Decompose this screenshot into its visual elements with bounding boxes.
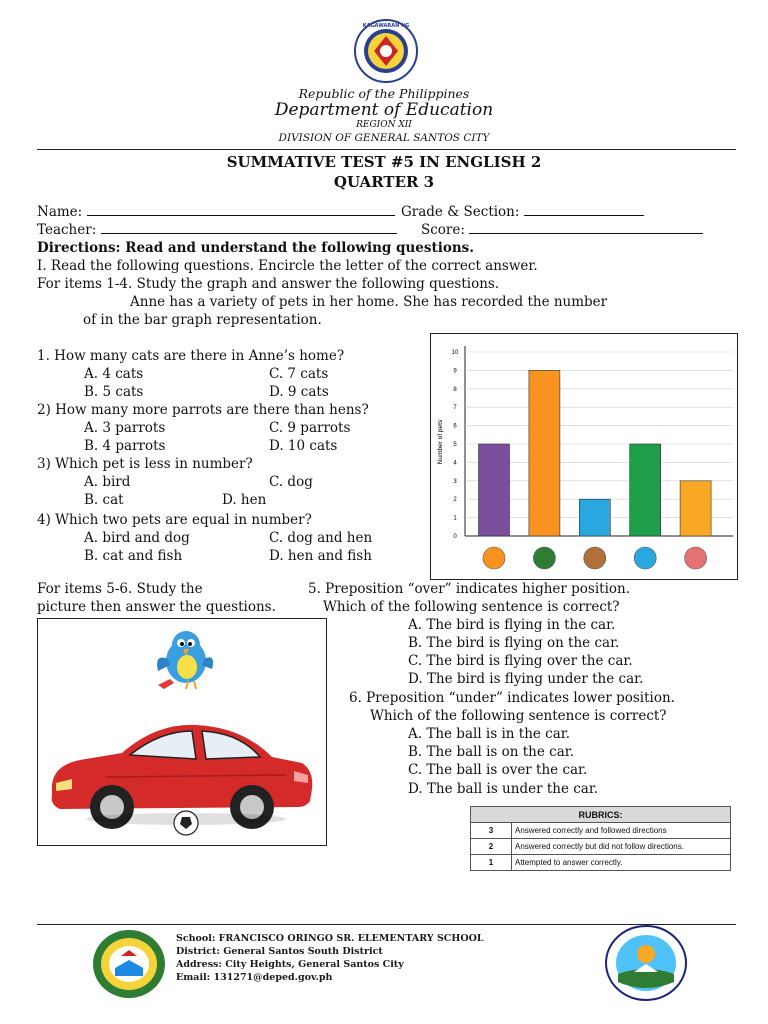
bird-icon	[150, 623, 220, 695]
chart-ytick-label: 8	[453, 386, 457, 393]
story-line-2: of in the bar graph representation.	[83, 312, 322, 328]
rubric-score: 1	[471, 855, 512, 871]
deped-seal-icon	[353, 18, 419, 84]
rubric-score: 2	[471, 839, 512, 855]
score-label: Score:	[421, 222, 465, 238]
footer-school-value: FRANCISCO ORINGO SR. ELEMENTARY SCHOOL	[218, 933, 484, 944]
q6-line1: 6. Preposition “under” indicates lower position.	[349, 690, 675, 706]
q6-option-d[interactable]: D. The ball is under the car.	[408, 781, 599, 797]
chart-ytick-label: 6	[453, 423, 457, 430]
teacher-field	[37, 221, 397, 239]
q5-option-d[interactable]: D. The bird is flying under the car.	[408, 671, 644, 687]
rubrics-table	[470, 806, 731, 871]
q2-option-c[interactable]: C. 9 parrots	[269, 420, 351, 436]
chart-bar-parrot	[529, 370, 560, 536]
q5-line2: Which of the following sentence is correct?	[323, 599, 620, 615]
footer-school	[176, 933, 484, 946]
q3-option-d[interactable]: D. hen	[222, 492, 267, 508]
teacher-blank[interactable]	[101, 221, 397, 234]
rubric-row	[471, 855, 731, 871]
q6-option-c[interactable]: C. The ball is over the car.	[408, 762, 588, 778]
footer-address-value: City Heights, General Santos City	[225, 959, 404, 970]
dog-icon	[584, 547, 606, 569]
rubric-desc: Answered correctly and followed directions	[512, 823, 731, 839]
q3-option-a[interactable]: A. bird	[84, 474, 131, 490]
items-5-6-line1: For items 5-6. Study the	[37, 581, 203, 597]
rubric-desc: Answered correctly but did not follow directions.	[512, 839, 731, 855]
q1-option-c[interactable]: C. 7 cats	[269, 366, 329, 382]
q1-option-a[interactable]: A. 4 cats	[84, 366, 144, 382]
q1-option-b[interactable]: B. 5 cats	[84, 384, 144, 400]
q5-option-a[interactable]: A. The bird is flying in the car.	[408, 617, 616, 633]
department-text: Department of Education	[274, 100, 494, 120]
rubric-row	[471, 823, 731, 839]
republic-text: Republic of the Philippines	[298, 86, 470, 101]
story-line-1: Anne has a variety of pets in her home. She has recorded the number	[130, 294, 608, 310]
question-2: 2) How many more parrots are there than hens?	[37, 402, 369, 418]
score-blank[interactable]	[469, 221, 703, 234]
part1-text: I. Read the following questions. Encircle the letter of the correct answer.	[37, 258, 538, 274]
q6-option-a[interactable]: A. The ball is in the car.	[408, 726, 571, 742]
q6-line2: Which of the following sentence is correct?	[370, 708, 667, 724]
cat-icon	[483, 547, 505, 569]
parrot-icon	[533, 547, 555, 569]
chart-ylabel: Number of pets	[437, 419, 444, 465]
school-logo-icon	[91, 928, 167, 1000]
q2-option-d[interactable]: D. 10 cats	[269, 438, 338, 454]
bird-car-ball-picture	[37, 618, 327, 846]
header-divider	[37, 149, 736, 150]
chart-ytick-label: 10	[451, 350, 459, 356]
chart-ytick-label: 1	[453, 515, 457, 522]
fish-icon	[634, 547, 656, 569]
division-text: DIVISION OF GENERAL SANTOS CITY	[278, 132, 490, 144]
q3-option-c[interactable]: C. dog	[269, 474, 313, 490]
grade-label: Grade & Section:	[401, 204, 520, 220]
q2-option-b[interactable]: B. 4 parrots	[84, 438, 166, 454]
q4-option-c[interactable]: C. dog and hen	[269, 530, 373, 546]
q3-option-b[interactable]: B. cat	[84, 492, 124, 508]
q5-option-c[interactable]: C. The bird is flying over the car.	[408, 653, 633, 669]
chart-ytick-label: 9	[453, 368, 457, 375]
q4-option-a[interactable]: A. bird and dog	[84, 530, 190, 546]
chart-ytick-label: 7	[453, 405, 457, 412]
division-logo-icon	[604, 924, 688, 1002]
footer-email-value: 131271@deped.gov.ph	[213, 972, 333, 983]
footer-district	[176, 946, 383, 959]
footer-address	[176, 959, 404, 972]
chart-ytick-label: 2	[453, 497, 457, 504]
car-icon	[46, 707, 318, 843]
directions-text: Directions: Read and understand the following questions.	[37, 240, 474, 256]
q1-option-d[interactable]: D. 9 cats	[269, 384, 329, 400]
q2-option-a[interactable]: A. 3 parrots	[84, 420, 166, 436]
q5-option-b[interactable]: B. The bird is flying on the car.	[408, 635, 620, 651]
footer-district-label: District:	[176, 946, 220, 957]
footer-email-label: Email:	[176, 972, 211, 983]
teacher-label: Teacher:	[37, 222, 97, 238]
chart-ytick-label: 4	[453, 460, 457, 467]
name-label: Name:	[37, 204, 83, 220]
footer-address-label: Address:	[176, 959, 222, 970]
footer-district-value: General Santos South District	[223, 946, 383, 957]
chart-svg	[431, 334, 737, 579]
grade-field	[401, 203, 644, 221]
chart-bar-hen	[680, 481, 711, 536]
footer-school-label: School:	[176, 933, 216, 944]
question-4: 4) Which two pets are equal in number?	[37, 512, 312, 528]
score-field	[421, 221, 703, 239]
region-text: REGION XII	[356, 120, 412, 130]
rubric-score: 3	[471, 823, 512, 839]
name-field	[37, 203, 395, 221]
hen-icon	[685, 547, 707, 569]
chart-bar-cat	[479, 444, 510, 536]
chart-ytick-label: 0	[453, 534, 457, 540]
pets-bar-chart	[430, 333, 738, 580]
rubrics-title: RUBRICS:	[471, 807, 731, 823]
chart-bar-fish	[630, 444, 661, 536]
q4-option-b[interactable]: B. cat and fish	[84, 548, 183, 564]
name-blank[interactable]	[87, 203, 395, 216]
question-3: 3) Which pet is less in number?	[37, 456, 253, 472]
chart-ytick-label: 5	[453, 442, 457, 448]
grade-blank[interactable]	[524, 203, 644, 216]
question-1: 1. How many cats are there in Anne’s home?	[37, 348, 345, 364]
chart-bar-dog	[579, 499, 610, 536]
svg-text:KAGAWARAN NG: KAGAWARAN NG	[362, 23, 410, 29]
footer-email	[176, 972, 332, 985]
rubric-row	[471, 839, 731, 855]
rubric-desc: Attempted to answer correctly.	[512, 855, 731, 871]
test-title: SUMMATIVE TEST #5 IN ENGLISH 2	[226, 153, 542, 171]
q6-option-b[interactable]: B. The ball is on the car.	[408, 744, 575, 760]
items-5-6-line2: picture then answer the questions.	[37, 599, 276, 615]
q5-line1: 5. Preposition “over” indicates higher position.	[308, 581, 631, 597]
q4-option-d[interactable]: D. hen and fish	[269, 548, 372, 564]
quarter-title: QUARTER 3	[333, 173, 435, 191]
items-1-4-text: For items 1-4. Study the graph and answer the following questions.	[37, 276, 500, 292]
chart-ytick-label: 3	[453, 478, 457, 485]
